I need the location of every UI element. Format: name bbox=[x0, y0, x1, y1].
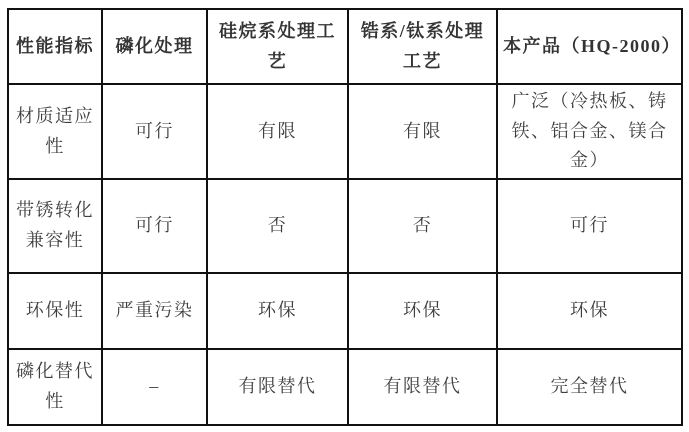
header-cell-phosphating: 磷化处理 bbox=[102, 9, 207, 84]
table-cell: 环保 bbox=[207, 273, 348, 349]
header-cell-metric: 性能指标 bbox=[8, 9, 102, 84]
row-label: 磷化替代性 bbox=[8, 349, 102, 425]
table-cell: 否 bbox=[207, 179, 348, 273]
table-row bbox=[8, 349, 682, 425]
table-cell: 有限 bbox=[207, 84, 348, 179]
row-label: 环保性 bbox=[8, 273, 102, 349]
header-cell-silane: 硅烷系处理工艺 bbox=[207, 9, 348, 84]
table-row bbox=[8, 273, 682, 349]
table-cell: – bbox=[102, 349, 207, 425]
table-cell: 有限替代 bbox=[348, 349, 497, 425]
table-cell: 广泛（冷热板、铸铁、铝合金、镁合金） bbox=[497, 84, 682, 179]
table-cell: 可行 bbox=[102, 84, 207, 179]
header-cell-zirconium-titanium: 锆系/钛系处理工艺 bbox=[348, 9, 497, 84]
header-cell-product-hq2000: 本产品（HQ-2000） bbox=[497, 9, 682, 84]
table-cell: 有限 bbox=[348, 84, 497, 179]
row-label: 带锈转化兼容性 bbox=[8, 179, 102, 273]
table-row bbox=[8, 179, 682, 273]
table-cell: 完全替代 bbox=[497, 349, 682, 425]
table-cell: 有限替代 bbox=[207, 349, 348, 425]
table-cell: 严重污染 bbox=[102, 273, 207, 349]
row-label: 材质适应性 bbox=[8, 84, 102, 179]
table-cell: 环保 bbox=[348, 273, 497, 349]
table-row bbox=[8, 84, 682, 179]
table-header-row bbox=[8, 9, 682, 84]
table-cell: 环保 bbox=[497, 273, 682, 349]
table-cell: 可行 bbox=[102, 179, 207, 273]
table-cell: 否 bbox=[348, 179, 497, 273]
comparison-table bbox=[7, 8, 683, 426]
table-cell: 可行 bbox=[497, 179, 682, 273]
